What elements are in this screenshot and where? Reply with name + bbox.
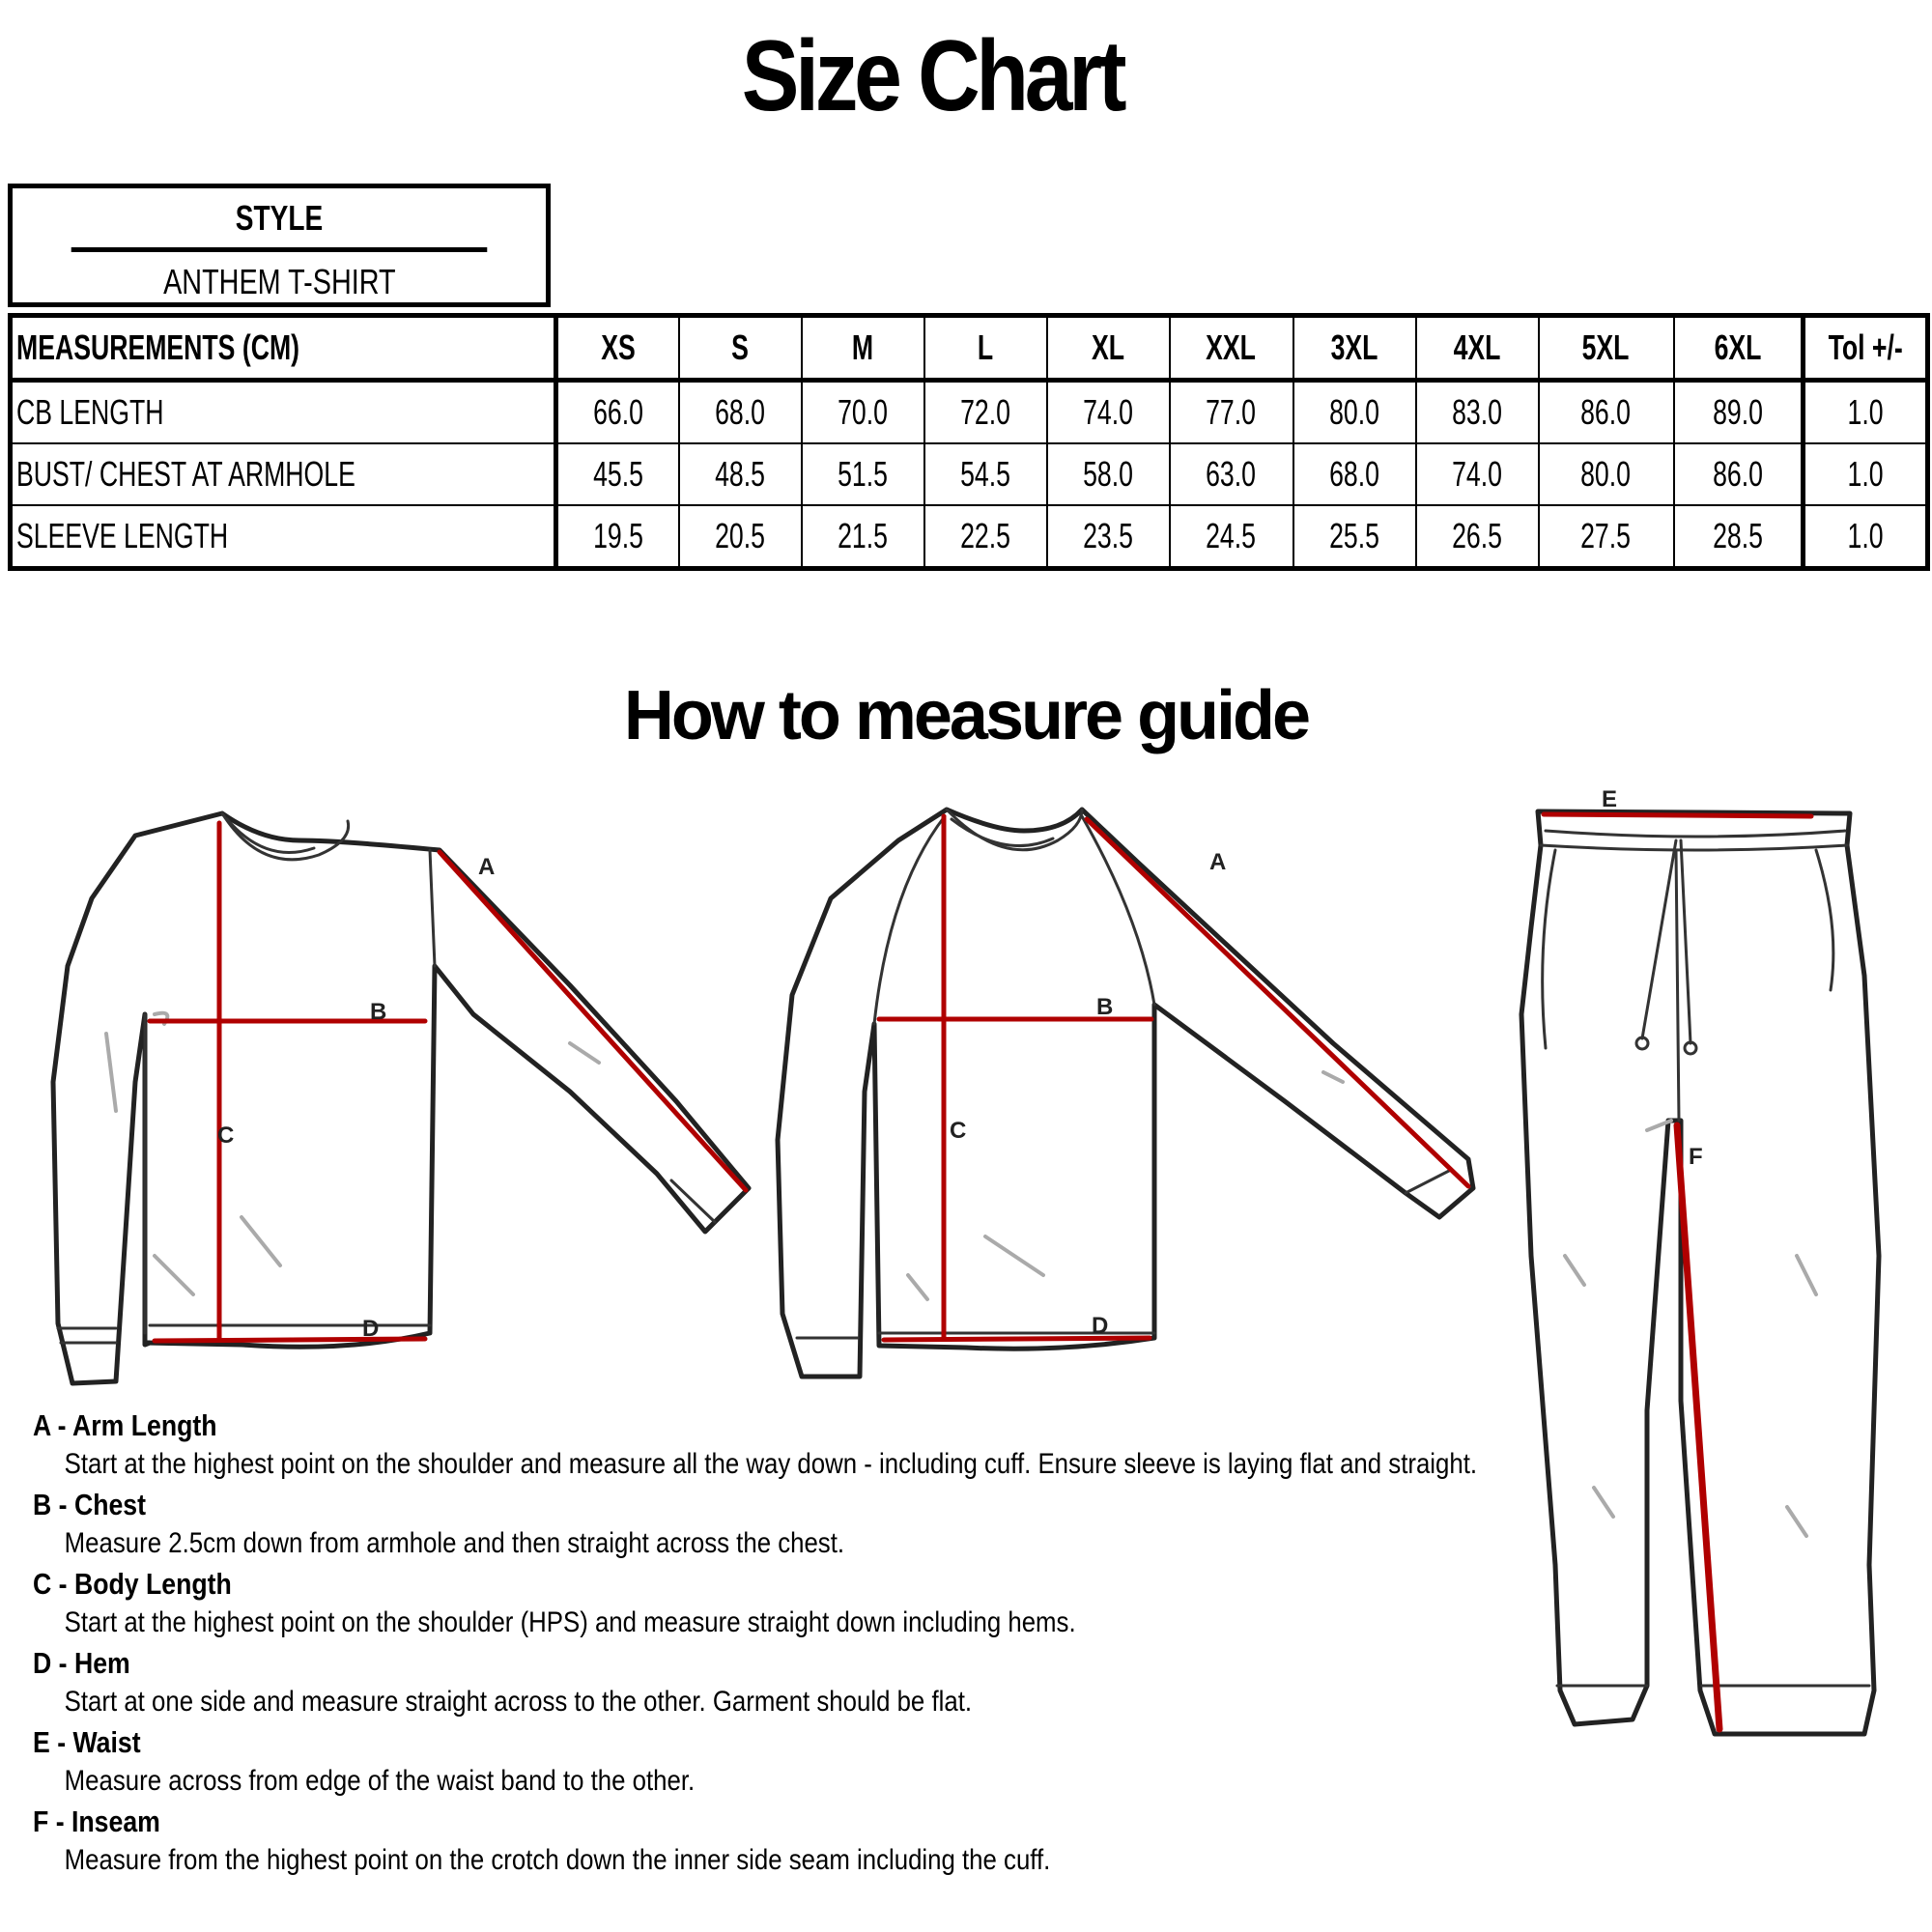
table-cell: 58.0 xyxy=(1047,443,1170,505)
table-cell: 28.5 xyxy=(1674,505,1804,569)
table-cell: 54.5 xyxy=(924,443,1047,505)
table-cell: 26.5 xyxy=(1416,505,1539,569)
row-label: CB LENGTH xyxy=(11,381,556,444)
table-cell: 74.0 xyxy=(1416,443,1539,505)
style-value: ANTHEM T-SHIRT xyxy=(162,261,396,301)
label-e: E xyxy=(1602,786,1618,812)
measurements-header: MEASUREMENTS (CM) xyxy=(11,316,556,381)
guide-item xyxy=(33,1486,1501,1563)
guide-item xyxy=(33,1565,1501,1642)
table-cell: 51.5 xyxy=(802,443,924,505)
table-cell: 27.5 xyxy=(1539,505,1674,569)
tshirt-raglan-illustration xyxy=(778,810,1473,1377)
table-cell: 48.5 xyxy=(679,443,802,505)
table-cell: 70.0 xyxy=(802,381,924,444)
guide-text: Start at the highest point on the shoulder (HPS) and measure straight down including hems. xyxy=(64,1606,1076,1638)
table-cell: 77.0 xyxy=(1170,381,1293,444)
guide-title: How to measure guide xyxy=(623,677,1309,754)
label-c: C xyxy=(950,1118,967,1144)
style-header: STYLE xyxy=(71,188,488,252)
table-cell: 89.0 xyxy=(1674,381,1804,444)
table-cell: 80.0 xyxy=(1539,443,1674,505)
table-cell: 72.0 xyxy=(924,381,1047,444)
size-header: 3XL xyxy=(1293,316,1416,381)
table-cell: 86.0 xyxy=(1539,381,1674,444)
table-cell: 19.5 xyxy=(556,505,679,569)
label-b: B xyxy=(1096,994,1114,1020)
tolerance-cell: 1.0 xyxy=(1804,443,1928,505)
guide-heading: C - Body Length xyxy=(33,1567,232,1601)
row-label: SLEEVE LENGTH xyxy=(11,505,556,569)
measure-guide xyxy=(33,1406,1501,1882)
table-cell: 21.5 xyxy=(802,505,924,569)
size-header: 6XL xyxy=(1674,316,1804,381)
row-label: BUST/ CHEST AT ARMHOLE xyxy=(11,443,556,505)
tshirt-setin-illustration xyxy=(53,813,749,1383)
guide-item xyxy=(33,1803,1501,1880)
guide-text: Measure 2.5cm down from armhole and then straight across the chest. xyxy=(64,1527,845,1559)
table-cell: 68.0 xyxy=(679,381,802,444)
table-cell: 45.5 xyxy=(556,443,679,505)
tolerance-header: Tol +/- xyxy=(1804,316,1928,381)
guide-text: Measure from the highest point on the crotch down the inner side seam including the cuff. xyxy=(64,1844,1051,1876)
table-cell: 68.0 xyxy=(1293,443,1416,505)
guide-heading: F - Inseam xyxy=(33,1804,160,1838)
label-c: C xyxy=(217,1122,235,1149)
tolerance-cell: 1.0 xyxy=(1804,505,1928,569)
size-header: L xyxy=(924,316,1047,381)
label-b: B xyxy=(370,999,387,1025)
guide-text: Start at one side and measure straight across to the other. Garment should be flat. xyxy=(64,1686,973,1718)
page-title: Size Chart xyxy=(741,20,1123,132)
table-cell: 80.0 xyxy=(1293,381,1416,444)
table-cell: 63.0 xyxy=(1170,443,1293,505)
table-cell: 24.5 xyxy=(1170,505,1293,569)
table-cell: 86.0 xyxy=(1674,443,1804,505)
size-header: XL xyxy=(1047,316,1170,381)
size-header: 5XL xyxy=(1539,316,1674,381)
guide-item xyxy=(33,1723,1501,1801)
size-header: XXL xyxy=(1170,316,1293,381)
guide-heading: D - Hem xyxy=(33,1646,130,1680)
table-cell: 66.0 xyxy=(556,381,679,444)
tolerance-cell: 1.0 xyxy=(1804,381,1928,444)
table-cell: 23.5 xyxy=(1047,505,1170,569)
label-a: A xyxy=(1209,849,1227,875)
joggers-illustration xyxy=(1521,786,1879,1734)
guide-item xyxy=(33,1644,1501,1721)
guide-text: Start at the highest point on the shoulder and measure all the way down - including cuff. Ensure sleeve is laying flat and straight. xyxy=(64,1448,1478,1480)
size-header: S xyxy=(679,316,802,381)
guide-heading: B - Chest xyxy=(33,1488,147,1521)
size-header: M xyxy=(802,316,924,381)
label-a: A xyxy=(478,854,496,880)
size-header: 4XL xyxy=(1416,316,1539,381)
label-d: D xyxy=(1092,1313,1109,1339)
table-cell: 83.0 xyxy=(1416,381,1539,444)
table-cell: 25.5 xyxy=(1293,505,1416,569)
guide-heading: A - Arm Length xyxy=(33,1408,217,1442)
size-header: XS xyxy=(556,316,679,381)
guide-text: Measure across from edge of the waist band to the other. xyxy=(64,1765,696,1797)
table-cell: 22.5 xyxy=(924,505,1047,569)
table-cell: 20.5 xyxy=(679,505,802,569)
label-d: D xyxy=(362,1316,380,1342)
table-cell: 74.0 xyxy=(1047,381,1170,444)
label-f: F xyxy=(1689,1144,1703,1170)
guide-item xyxy=(33,1406,1501,1484)
guide-heading: E - Waist xyxy=(33,1725,141,1759)
